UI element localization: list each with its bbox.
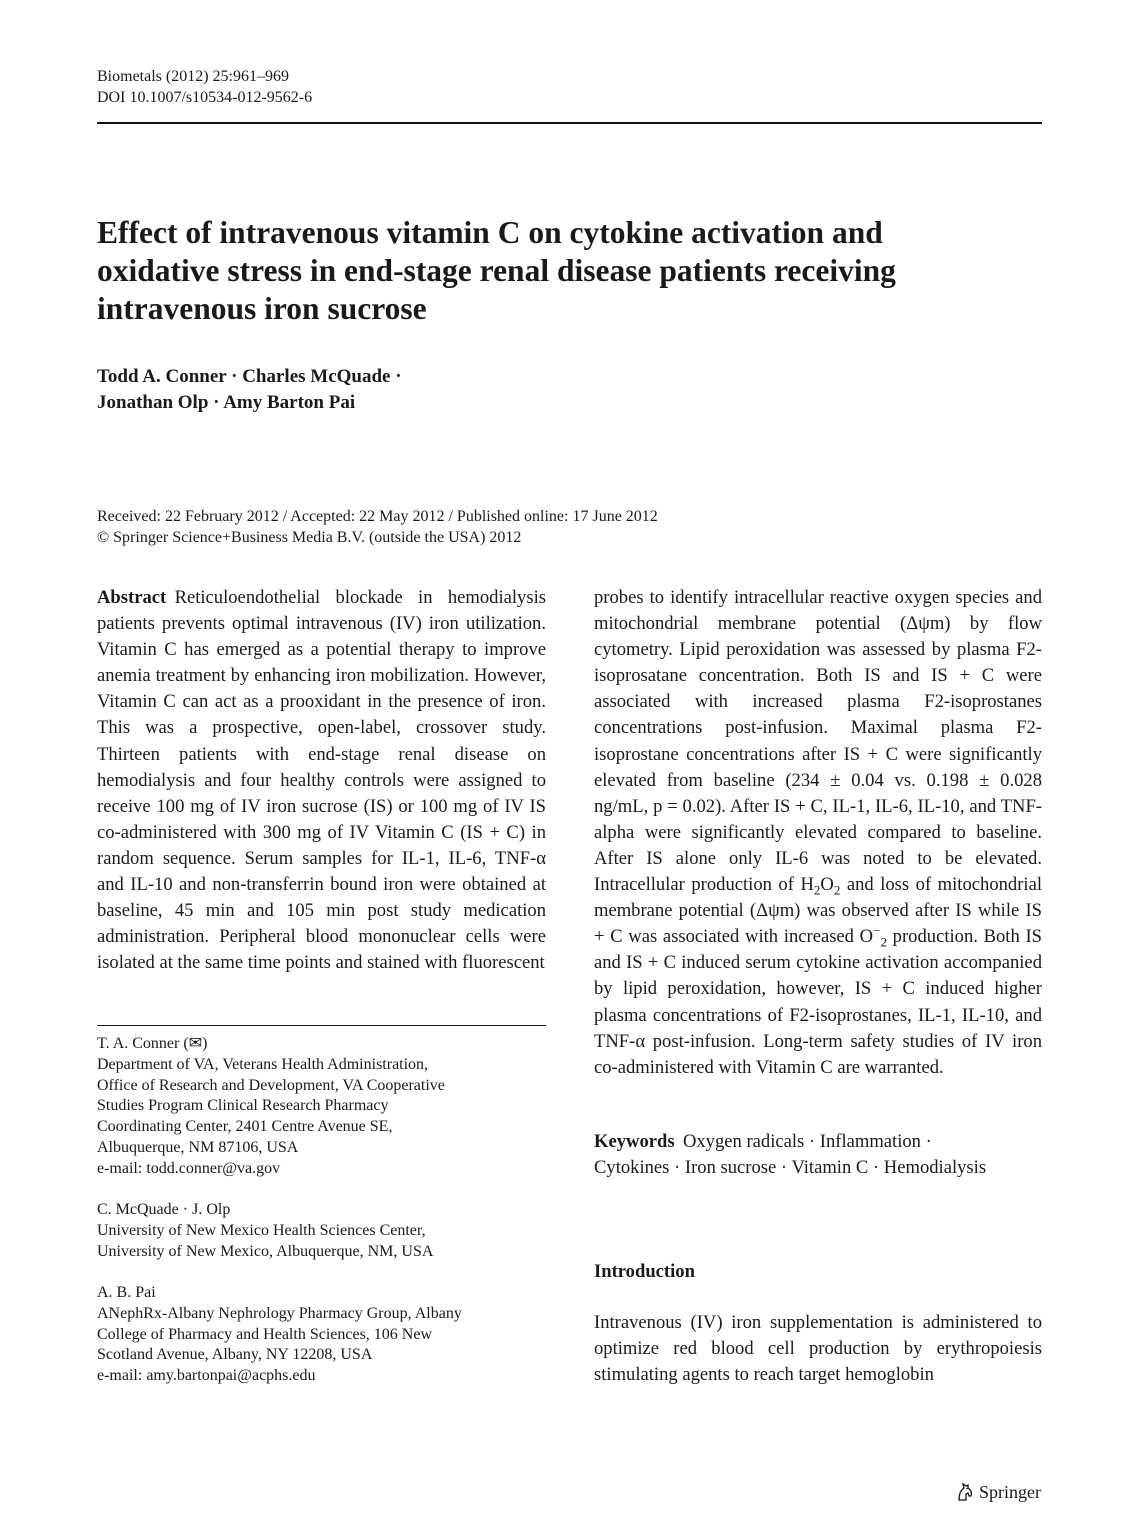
footnote-rule — [97, 1025, 546, 1026]
affiliation-line: ANephRx-Albany Nephrology Pharmacy Group, Albany — [97, 1304, 462, 1322]
email-pai: e-mail: amy.bartonpai@acphs.edu — [97, 1367, 316, 1385]
introduction-text: Intravenous (IV) iron supplementation is administered to optimize red blood cell production by erythropoiesis stimulating agents to reach target hemoglobin — [594, 1312, 1042, 1386]
abstract-text-part2a: probes to identify intracellular reactive oxygen species and mitochondrial membrane potential (Δψm) by flow cytometry. Lipid peroxidation was assessed by plasma F2-isoprosatane concentration. Both IS and IS + C were associated with increased plasma F2-isoprostanes concentrations post-infusion. Maximal plasma F2-isoprostane concentrations after IS + C were significantly elevated from baseline (234 ± 0.04 vs. 0.198 ± 0.028 ng/mL, p = 0.02). After IS + C, IL-1, IL-6, IL-10, and TNF-alpha were significantly elevated compared to baseline. After IS alone only IL-6 was noted to be elevated. Intracellular production of H — [594, 587, 1042, 896]
abstract-text-part2d: production. Both IS and IS + C induced serum cytokine activation accompanied by lipid peroxidation, however, IS + C induced higher plasma concentrations of F2-isoprostanes, IL-1, IL-10, and TNF-α post-infusion. Long-term safety studies of IV iron co-administered with Vitamin C are warranted. — [594, 926, 1042, 1078]
affiliation-pai — [97, 1283, 546, 1387]
abstract-column-right — [594, 585, 1042, 1081]
affiliation-name: T. A. Conner (✉) — [97, 1035, 208, 1052]
authors-line-2: Jonathan Olp · Amy Barton Pai — [97, 392, 356, 413]
affiliation-name: C. McQuade · J. Olp — [97, 1201, 231, 1218]
subscript-o2: 2 — [833, 882, 841, 898]
abstract-text-part2c: and loss of mitochondrial membrane potential (Δψm) was observed after IS while IS + C was associated with increased O — [594, 874, 1042, 948]
subscript-h2: 2 — [813, 882, 821, 898]
introduction-heading: Introduction — [594, 1261, 695, 1282]
history-dates: Received: 22 February 2012 / Accepted: 22 May 2012 / Published online: 17 June 2012 — [97, 508, 658, 525]
superscript-superoxide-charge: − — [873, 923, 881, 939]
affiliation-line: Coordinating Center, 2401 Centre Avenue SE, — [97, 1118, 393, 1136]
keywords-line-1: Oxygen radicals · Inflammation · — [682, 1131, 932, 1152]
affiliation-line: College of Pharmacy and Health Sciences, 106 New — [97, 1325, 433, 1343]
publisher-logo — [955, 1480, 1041, 1504]
affiliation-mcquade-olp — [97, 1200, 546, 1262]
affiliation-line: Scotland Avenue, Albany, NY 12208, USA — [97, 1346, 373, 1364]
affiliation-line: Department of VA, Veterans Health Administration, — [97, 1055, 429, 1073]
affiliation-line: Office of Research and Development, VA Cooperative — [97, 1076, 445, 1094]
author-list — [97, 364, 597, 416]
abstract-text-part2b: O — [820, 874, 834, 896]
journal-header — [97, 66, 312, 108]
authors-line-1: Todd A. Conner · Charles McQuade · — [97, 366, 402, 387]
affiliation-line: University of New Mexico Health Sciences Center, — [97, 1221, 426, 1239]
abstract-text-part1: Reticuloendothelial blockade in hemodialysis patients prevents optimal intravenous (IV) iron utilization. Vitamin C has emerged as a potential therapy to improve anemia treatment by enhancing iron mobilization. However, Vitamin C can act as a prooxidant in the presence of iron. This was a prospective, open-label, crossover study. Thirteen patients with end-stage renal disease on hemodialysis and four healthy controls were assigned to receive 100 mg of IV iron sucrose (IS) or 100 mg of IV IS co-administered with 300 mg of IV Vitamin C (IS + C) in random sequence. Serum samples for IL-1, IL-6, TNF-α and IL-10 and non-transferrin bound iron were obtained at baseline, 45 min and 105 min post study medication administration. Peripheral blood mononuclear cells were isolated at the same time points and stained with fluorescent — [97, 587, 546, 974]
affiliation-name: A. B. Pai — [97, 1284, 156, 1301]
affiliation-line: Studies Program Clinical Research Pharmacy — [97, 1097, 389, 1115]
abstract-column-left — [97, 585, 546, 976]
keywords-line-2: Cytokines · Iron sucrose · Vitamin C · Hemodialysis — [594, 1157, 987, 1179]
affiliation-conner — [97, 1034, 546, 1180]
journal-citation: Biometals (2012) 25:961–969 — [97, 68, 289, 85]
copyright: © Springer Science+Business Media B.V. (outside the USA) 2012 — [97, 529, 522, 546]
affiliation-line: University of New Mexico, Albuquerque, NM, USA — [97, 1242, 434, 1260]
springer-horse-icon — [955, 1482, 975, 1502]
header-rule — [97, 122, 1042, 124]
email-conner: e-mail: todd.conner@va.gov — [97, 1159, 281, 1177]
abstract-label: Abstract — [97, 587, 167, 608]
publisher-name: Springer — [979, 1482, 1041, 1502]
article-title: Effect of intravenous vitamin C on cytokine activation and oxidative stress in end-stage renal disease patients receiving intravenous iron sucrose — [97, 215, 896, 326]
keywords-label: Keywords — [594, 1131, 675, 1152]
journal-doi: DOI 10.1007/s10534-012-9562-6 — [97, 89, 313, 106]
keywords-block — [594, 1129, 1042, 1181]
subscript-superoxide: 2 — [880, 934, 887, 950]
publication-dates — [97, 506, 1042, 548]
affiliation-line: Albuquerque, NM 87106, USA — [97, 1138, 299, 1156]
